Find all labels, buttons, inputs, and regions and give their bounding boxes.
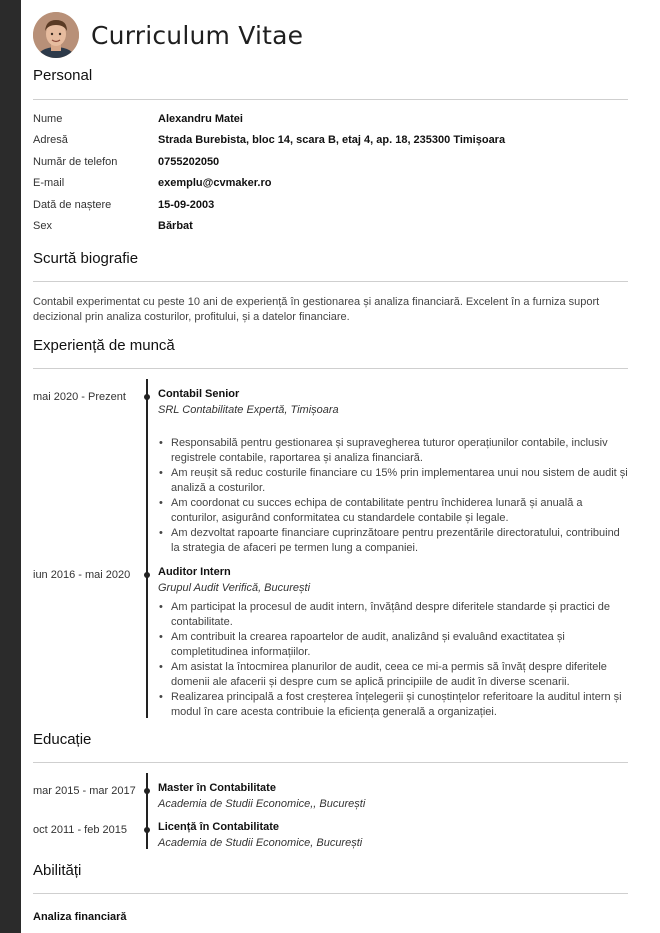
- list-item: • Realizarea principală a fost creșterea înțelegerii și cunoștințelor referitoare la auditul intern și modul în care acesta contribuie la eficiența generală a organizației.: [158, 690, 628, 720]
- field-label: Adresă: [33, 134, 68, 146]
- section-divider: [33, 893, 628, 894]
- bio-text: Contabil experimentat cu peste 10 ani de experiență în gestionarea și analiza financiară. Excelent în a furniza suport decizional prin analiza costurilor, profitului, și a datelor financiare.: [33, 296, 600, 323]
- field-label: Dată de naștere: [33, 199, 112, 211]
- header: [33, 11, 303, 59]
- section-title-education: Educație: [33, 731, 92, 748]
- field-value: Bărbat: [158, 220, 193, 232]
- field-label: Nume: [33, 113, 63, 125]
- timeline-dot: [144, 572, 150, 578]
- section-divider: [33, 281, 628, 282]
- list-item: • Am coordonat cu succes echipa de contabilitate pentru închiderea lunară și anuală a conturilor, asigurând conformitatea cu standardele contabile și legale.: [158, 496, 628, 526]
- education-timeline: [146, 773, 148, 849]
- section-title-bio: Scurtă biografie: [33, 250, 139, 267]
- cv-title: Curriculum Vitae: [91, 20, 304, 50]
- list-item: • Am reușit să reduc costurile financiare cu 15% prin implementarea unui nou sistem de audit și analiză a costurilor.: [158, 466, 628, 496]
- timeline-dot: [144, 394, 150, 400]
- job-bullets: [158, 436, 628, 556]
- education-school: Academia de Studii Economice, București: [158, 837, 363, 849]
- list-item: • Am contribuit la crearea rapoartelor de audit, analizând și evaluând exactitatea și completitudinea informațiilor.: [158, 630, 628, 660]
- job-title: Auditor Intern: [158, 566, 231, 578]
- job-company: Grupul Audit Verifică, București: [158, 582, 311, 594]
- field-label: E-mail: [33, 177, 65, 189]
- field-value: 15-09-2003: [158, 199, 215, 211]
- job-date: iun 2016 - mai 2020: [33, 569, 131, 581]
- list-item: • Responsabilă pentru gestionarea și supravegherea tuturor operațiunilor contabile, inclusiv registrele contabile, raportarea și analiza financiară.: [158, 436, 628, 466]
- education-date: oct 2011 - feb 2015: [33, 824, 127, 836]
- job-bullets: [158, 600, 628, 720]
- field-value: 0755202050: [158, 156, 220, 168]
- section-divider: [33, 99, 628, 100]
- list-item: • Am participat la procesul de audit intern, învățând despre diferitele standarde și practici de contabilitate.: [158, 600, 628, 630]
- field-label: Sex: [33, 220, 52, 232]
- section-divider: [33, 368, 628, 369]
- skill-item: Analiza financiară: [33, 911, 127, 923]
- avatar: [33, 12, 79, 58]
- list-item: • Am asistat la întocmirea planurilor de audit, ceea ce mi-a permis să învăț despre diferitele domenii ale afacerii și despre cum se aplică principiile de audit în diverse scenarii.: [158, 660, 628, 690]
- education-school: Academia de Studii Economice,, București: [158, 798, 366, 810]
- job-title: Contabil Senior: [158, 388, 240, 400]
- experience-timeline: [146, 379, 148, 718]
- section-title-skills: Abilități: [33, 862, 82, 879]
- field-value: Strada Burebista, bloc 14, scara B, etaj 4, ap. 18, 235300 Timișoara: [158, 134, 506, 146]
- section-title-personal: Personal: [33, 67, 93, 84]
- sidebar-bar: [0, 0, 21, 933]
- education-degree: Master în Contabilitate: [158, 782, 276, 794]
- education-degree: Licență în Contabilitate: [158, 821, 280, 833]
- list-item: • Am dezvoltat rapoarte financiare cuprinzătoare pentru prezentările directoratului, contribuind la strategia de afaceri pe termen lung a companiei.: [158, 526, 628, 556]
- section-divider: [33, 762, 628, 763]
- timeline-dot: [144, 827, 150, 833]
- job-company: SRL Contabilitate Expertă, Timișoara: [158, 404, 339, 416]
- field-value: exemplu@cvmaker.ro: [158, 177, 272, 189]
- job-date: mai 2020 - Prezent: [33, 391, 126, 403]
- education-date: mar 2015 - mar 2017: [33, 785, 136, 797]
- timeline-dot: [144, 788, 150, 794]
- section-title-experience: Experiență de muncă: [33, 337, 175, 354]
- field-value: Alexandru Matei: [158, 113, 243, 125]
- field-label: Număr de telefon: [33, 156, 118, 168]
